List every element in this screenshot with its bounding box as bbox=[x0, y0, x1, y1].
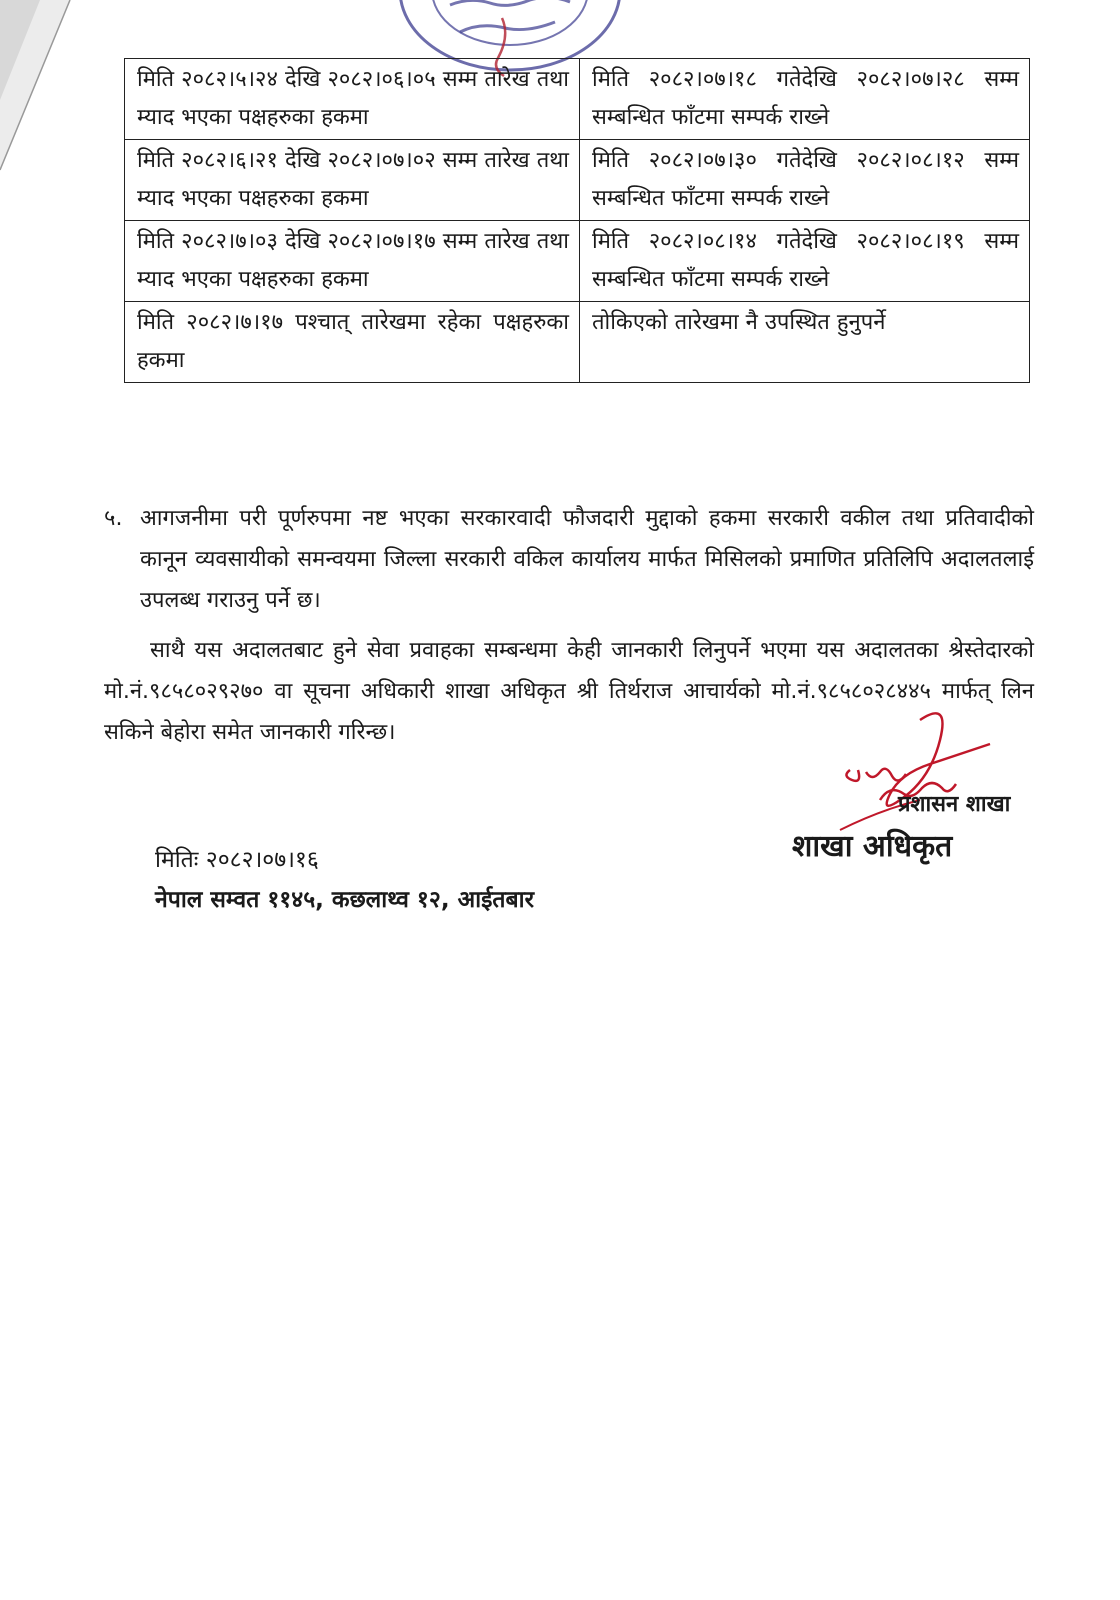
nepal-sambat-date: नेपाल सम्वत ११४५, कछलाथ्व १२, आईतबार bbox=[155, 887, 534, 913]
instruction-cell: मिति २०८२।०७।१८ गतेदेखि २०८२।०७।२८ सम्म सम्बन्धित फाँटमा सम्पर्क राख्ने bbox=[580, 59, 1030, 140]
table-row bbox=[125, 302, 1030, 383]
date-schedule-table bbox=[124, 58, 1030, 383]
period-cell: मिति २०८२।६।२१ देखि २०८२।०७।०२ सम्म तारेख तथा म्याद भएका पक्षहरुका हकमा bbox=[125, 140, 580, 221]
period-cell: मिति २०८२।७।०३ देखि २०८२।०७।१७ सम्म तारेख तथा म्याद भएका पक्षहरुका हकमा bbox=[125, 221, 580, 302]
date-block bbox=[155, 840, 534, 920]
item-text: आगजनीमा परी पूर्णरुपमा नष्ट भएका सरकारवादी फौजदारी मुद्दाको हकमा सरकारी वकील तथा प्रतिवादीको कानून व्यवसायीको समन्वयमा जिल्ला सरकारी वकिल कार्यालय मार्फत मिसिलको प्रमाणित प्रतिलिपि अदालतलाई उपलब्ध गराउनु पर्ने छ। bbox=[140, 506, 1034, 613]
signatory-unit: प्रशासन शाखा bbox=[898, 792, 1011, 817]
instruction-cell: मिति २०८२।०८।१४ गतेदेखि २०८२।०८।१९ सम्म सम्बन्धित फाँटमा सम्पर्क राख्ने bbox=[580, 221, 1030, 302]
instruction-cell: तोकिएको तारेखमा नै उपस्थित हुनुपर्ने bbox=[580, 302, 1030, 383]
closing-paragraph: साथै यस अदालतबाट हुने सेवा प्रवाहका सम्बन्धमा केही जानकारी लिनुपर्ने भएमा यस अदालतका श्रेस्तेदारको मो.नं.९८५८०२९२७० वा सूचना अधिकारी शाखा अधिकृत श्री तिर्थराज आचार्यको मो.नं.९८५८०२८४४५ मार्फत् लिन सकिने बेहोरा समेत जानकारी गरिन्छ। bbox=[104, 638, 1034, 745]
table-row bbox=[125, 140, 1030, 221]
table-row bbox=[125, 221, 1030, 302]
period-cell: मिति २०८२।७।१७ पश्चात् तारेखमा रहेका पक्षहरुका हकमा bbox=[125, 302, 580, 383]
list-item-5 bbox=[104, 498, 1034, 621]
issue-date: मितिः २०८२।०७।१६ bbox=[155, 847, 319, 873]
table-row bbox=[125, 59, 1030, 140]
signatory-role: शाखा अधिकृत bbox=[792, 829, 953, 864]
period-cell: मिति २०८२।५।२४ देखि २०८२।०६।०५ सम्म तारेख तथा म्याद भएका पक्षहरुका हकमा bbox=[125, 59, 580, 140]
item-number: ५. bbox=[104, 506, 123, 531]
instruction-cell: मिति २०८२।०७।३० गतेदेखि २०८२।०८।१२ सम्म सम्बन्धित फाँटमा सम्पर्क राख्ने bbox=[580, 140, 1030, 221]
